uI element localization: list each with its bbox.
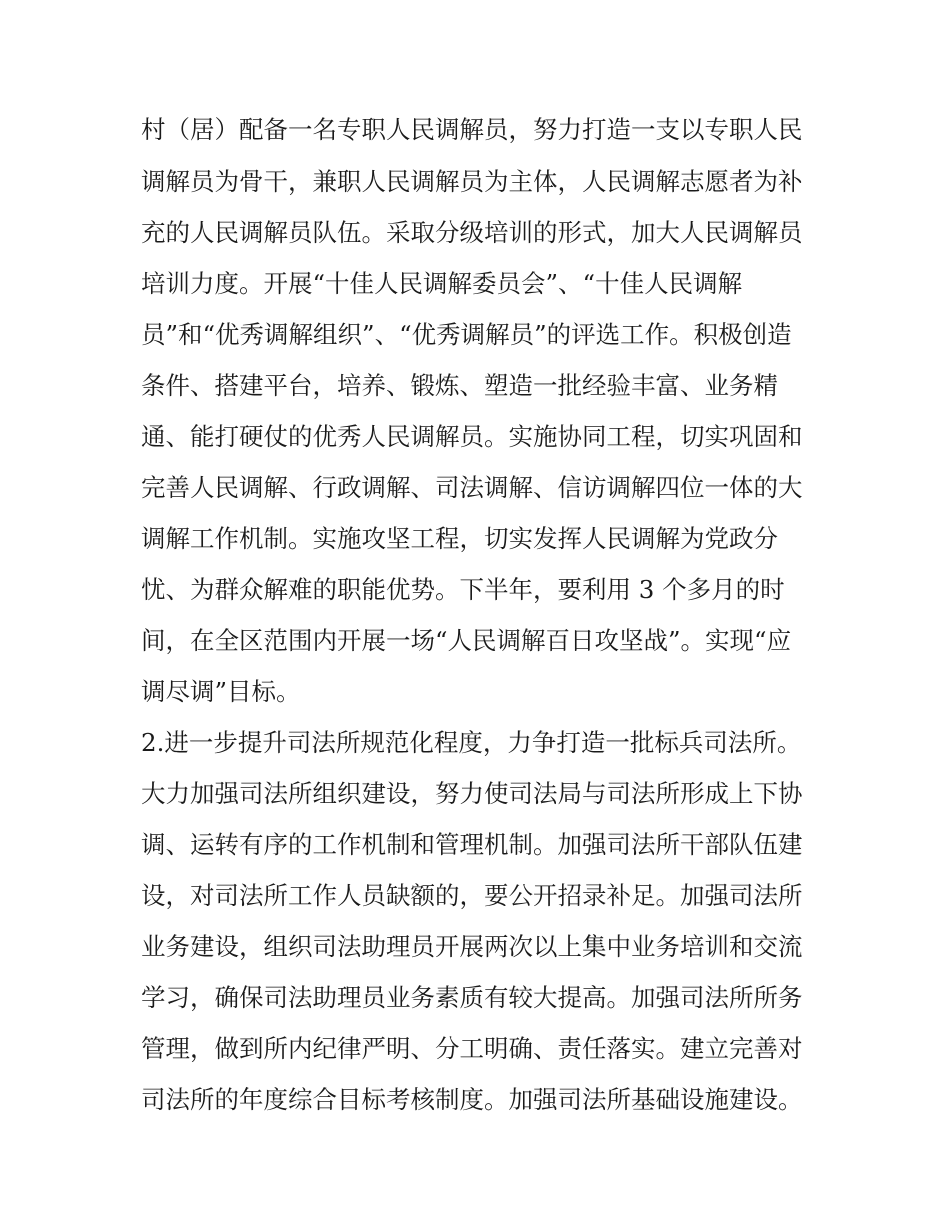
text-line: 司法所的年度综合目标考核制度。加强司法所基础设施建设。 [141,1085,803,1114]
section-heading-line: 2.进一步提升司法所规范化程度，力争打造一批标兵司法所。 [141,728,802,757]
text-line: 调解工作机制。实施攻坚工程，切实发挥人民调解为党政分 [141,524,778,553]
text-line: 充的人民调解员队伍。采取分级培训的形式，加大人民调解员 [141,218,803,247]
text-line: 管理，做到所内纪律严明、分工明确、责任落实。建立完善对 [141,1034,803,1063]
text-line: 学习，确保司法助理员业务素质有较大提高。加强司法所所务 [141,983,803,1012]
text-line: 设，对司法所工作人员缺额的，要公开招录补足。加强司法所 [141,881,803,910]
text-line: 调尽调”目标。 [141,677,301,706]
text-line: 调解员为骨干，兼职人民调解员为主体，人民调解志愿者为补 [141,167,803,196]
text-line: 通、能打硬仗的优秀人民调解员。实施协同工程，切实巩固和 [141,422,803,451]
text-line: 间，在全区范围内开展一场“人民调解百日攻坚战”。实现“应 [141,626,792,655]
text-line: 条件、搭建平台，培养、锻炼、塑造一批经验丰富、业务精 [141,371,778,400]
text-line: 村（居）配备一名专职人民调解员，努力打造一支以专职人民 [141,115,803,144]
text-line: 大力加强司法所组织建设，努力使司法局与司法所形成上下协 [141,779,803,808]
text-line: 业务建设，组织司法助理员开展两次以上集中业务培训和交流 [141,932,803,961]
text-line: 员”和“优秀调解组织”、“优秀调解员”的评选工作。积极创造 [141,320,792,349]
text-line: 忧、为群众解难的职能优势。下半年，要利用 3 个多月的时 [141,575,785,604]
text-line: 培训力度。开展“十佳人民调解委员会”、“十佳人民调解 [141,269,743,298]
text-line: 调、运转有序的工作机制和管理机制。加强司法所干部队伍建 [141,830,803,859]
text-line: 完善人民调解、行政调解、司法调解、信访调解四位一体的大 [141,473,803,502]
